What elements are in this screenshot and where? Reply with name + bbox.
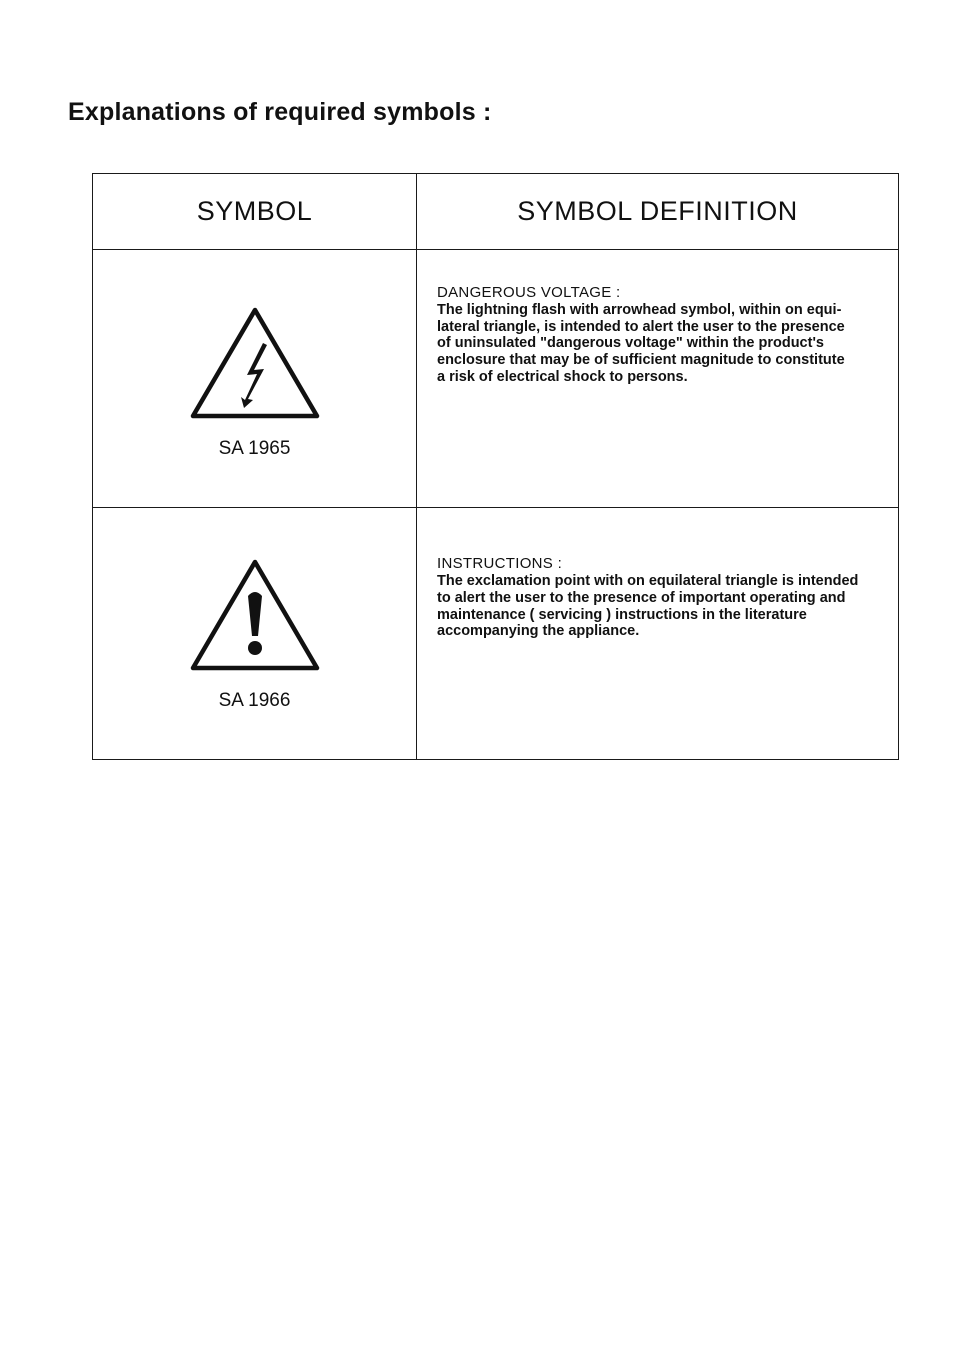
- definition-heading: INSTRUCTIONS :: [437, 555, 563, 573]
- symbol-code: SA 1966: [218, 690, 291, 712]
- exclamation-warning-triangle-icon: [187, 556, 323, 676]
- symbol-column-header: SYMBOL: [93, 174, 417, 250]
- definition-text: The exclamation point with on equilateral triangle is intended to alert the user to the presence of important operating and maintenance ( servicing ) instructions in the literature accompanying the appliance.: [437, 573, 859, 640]
- table-row: [93, 250, 899, 507]
- symbol-cell: [93, 250, 417, 507]
- definition-text: The lightning flash with arrowhead symbol, within on equi- lateral triangle, is intended to alert the user to the presence of uninsulated "dangerous voltage" within the product's enclosure that may be of sufficient magnitude to constitute a risk of electrical shock to persons.: [437, 301, 845, 385]
- definition-column-header: SYMBOL DEFINITION: [417, 174, 899, 250]
- page-title: Explanations of required symbols :: [68, 98, 492, 126]
- table-row: [93, 507, 899, 759]
- definition-cell: [417, 507, 899, 759]
- definition-cell: [417, 250, 899, 507]
- symbol-code: SA 1965: [218, 438, 291, 460]
- table-header-row: [93, 174, 899, 250]
- lightning-warning-triangle-icon: [187, 304, 323, 424]
- symbol-cell: [93, 507, 417, 759]
- definition-heading: DANGEROUS VOLTAGE :: [437, 283, 621, 301]
- symbol-table: [92, 173, 899, 760]
